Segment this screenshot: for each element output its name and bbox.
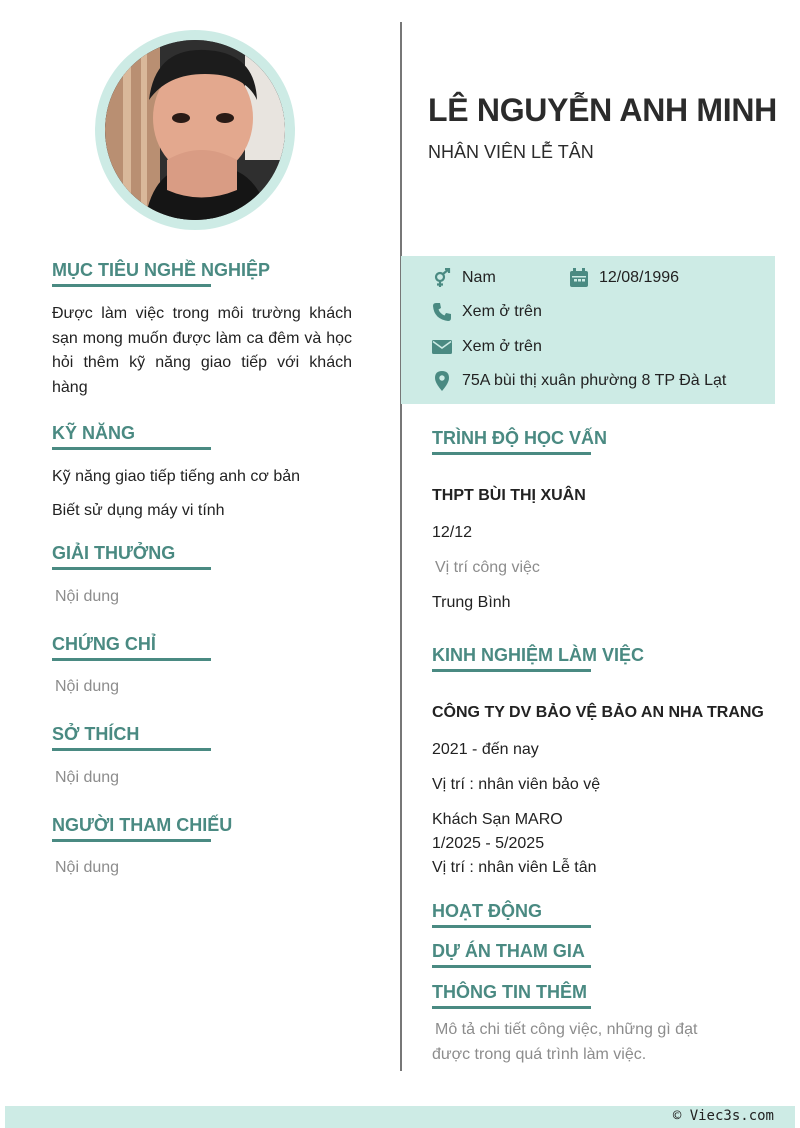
column-divider (400, 22, 402, 1071)
avatar (105, 40, 285, 220)
experience-period-2: 1/2025 - 5/2025 (432, 835, 545, 852)
experience-period: 2021 - đến nay (432, 741, 539, 758)
references-heading: NGƯỜI THAM CHIẾU (52, 815, 233, 835)
contact-phone (432, 302, 542, 322)
experience-role-2: Vị trí : nhân viên Lễ tân (432, 859, 597, 876)
projects-underline (432, 965, 591, 968)
contact-address (432, 371, 726, 391)
gender-icon (432, 268, 452, 288)
education-school: THPT BÙI THỊ XUÂN (432, 487, 586, 504)
contact-phone-value: Xem ở trên (462, 303, 542, 320)
candidate-job-title: NHÂN VIÊN LỄ TÂN (428, 142, 594, 162)
more-info-underline (432, 1006, 591, 1009)
certificates-content: Nội dung (55, 678, 120, 695)
projects-heading: DỰ ÁN THAM GIA (432, 941, 585, 961)
objective-text: Được làm việc trong môi trường khách sạn mong muốn được làm ca đêm và học hỏi thêm kỹ năng giao tiếp với khách hàng (52, 305, 352, 396)
education-heading: TRÌNH ĐỘ HỌC VẤN (432, 428, 607, 448)
contact-address-value: 75A bùi thị xuân phường 8 TP Đà Lạt (462, 372, 727, 389)
hobbies-content: Nội dung (55, 769, 120, 786)
contact-birthday-value: 12/08/1996 (599, 269, 680, 286)
awards-content: Nội dung (55, 588, 120, 605)
objective-heading: MỤC TIÊU NGHỀ NGHIỆP (52, 260, 271, 280)
contact-email (432, 337, 542, 357)
hobbies-heading: SỞ THÍCH (52, 724, 140, 744)
contact-gender (432, 268, 496, 288)
experience-company: CÔNG TY DV BẢO VỆ BẢO AN NHA TRANG (432, 704, 764, 721)
hobbies-underline (52, 748, 211, 751)
objective-underline (52, 284, 211, 287)
activities-heading: HOẠT ĐỘNG (432, 901, 542, 921)
experience-company-2: Khách Sạn MARO (432, 811, 563, 828)
email-icon (432, 337, 452, 357)
experience-role: Vị trí : nhân viên bảo vệ (432, 776, 601, 793)
awards-heading: GIẢI THƯỞNG (52, 543, 176, 563)
certificates-heading: CHỨNG CHỈ (52, 634, 156, 654)
contact-email-value: Xem ở trên (462, 338, 542, 355)
education-underline (432, 452, 591, 455)
skills-underline (52, 447, 211, 450)
calendar-icon (569, 268, 589, 288)
education-position-placeholder: Vị trí công việc (435, 559, 540, 576)
location-icon (432, 371, 452, 391)
candidate-name: LÊ NGUYỄN ANH MINH (428, 92, 777, 128)
skills-heading: KỸ NĂNG (52, 423, 136, 443)
certificates-underline (52, 658, 211, 661)
skill-item: Kỹ năng giao tiếp tiếng anh cơ bản (52, 468, 301, 485)
activities-underline (432, 925, 591, 928)
education-rank: Trung Bình (432, 594, 511, 611)
more-info-text-line: được trong quá trình làm việc. (432, 1046, 647, 1063)
references-content: Nội dung (55, 859, 120, 876)
contact-gender-value: Nam (462, 269, 496, 286)
experience-heading: KINH NGHIỆM LÀM VIỆC (432, 645, 645, 665)
contact-birthday (569, 268, 679, 288)
phone-icon (432, 302, 452, 322)
more-info-text-line: Mô tả chi tiết công việc, những gì đạt (435, 1021, 698, 1038)
more-info-heading: THÔNG TIN THÊM (432, 982, 587, 1002)
experience-underline (432, 669, 591, 672)
footer-credit: © Viec3s.com (672, 1108, 774, 1124)
skill-item: Biết sử dụng máy vi tính (52, 502, 225, 519)
awards-underline (52, 567, 211, 570)
education-grade: 12/12 (432, 524, 473, 541)
references-underline (52, 839, 211, 842)
